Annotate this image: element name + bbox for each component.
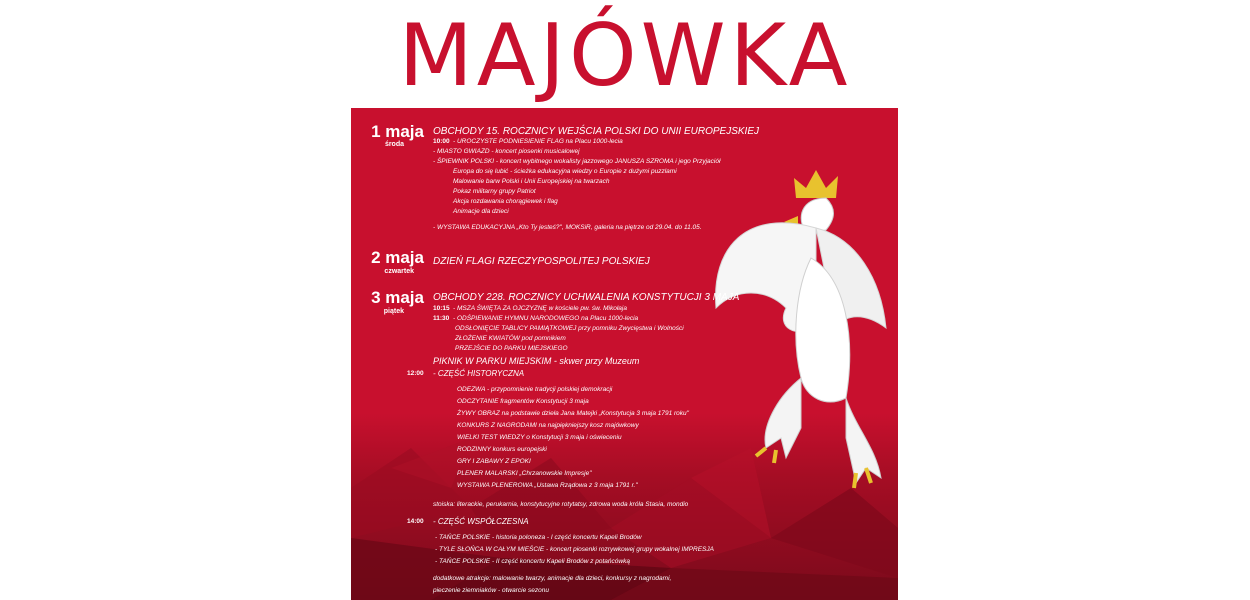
page-title: MAJÓWKA	[398, 6, 852, 106]
history-item: WIELKI TEST WIEDZY o Konstytucji 3 maja i oświeceniu	[457, 434, 622, 441]
crown-icon	[794, 170, 838, 198]
day1-weekday: środa	[384, 141, 404, 148]
day3-historic: - CZĘŚĆ HISTORYCZNA	[433, 369, 525, 378]
poster	[351, 108, 898, 600]
history-item: ŻYWY OBRAZ na podstawie dzieła Jana Matejki „Konstytucja 3 maja 1791 roku"	[457, 410, 689, 417]
day3-time: 11:30	[433, 315, 450, 322]
day3-extra: dodatkowe atrakcje: malowanie twarzy, animacje dla dzieci, konkursy z nagrodami,	[433, 575, 672, 582]
day1-sub: Europa do się lubić - ścieżka edukacyjna wiedzy o Europie z dużymi puzzlami	[453, 168, 677, 175]
day1-exhibition: - WYSTAWA EDUKACYJNA „Kto Ty jesteś?", MOKSiR, galeria na piętrze od 29.04. do 11.05.	[433, 224, 702, 231]
modern-item: - TYLE SŁOŃCA W CAŁYM MIEŚCIE - koncert piosenki rozrywkowej grupy wokalnej IMPRESJA	[435, 546, 714, 553]
day3-heading: OBCHODY 228. ROCZNICY UCHWALENIA KONSTYTUCJI 3 MAJA	[433, 292, 740, 303]
history-item: RODZINNY konkurs europejski	[457, 446, 547, 453]
day3-sub: ZŁOŻENIE KWIATÓW pod pomnikiem	[455, 335, 566, 342]
day3-weekday: piątek	[383, 308, 404, 315]
modern-item: - TAŃCE POLSKIE - II część koncertu Kapeli Brodów z potańcówką	[435, 558, 630, 565]
history-item: ODCZYTANIE fragmentów Konstytucji 3 maja	[457, 398, 589, 405]
day1-sub: Pokaz militarny grupy Patriot	[453, 188, 536, 195]
day3-line: - MSZA ŚWIĘTA ZA OJCZYZNĘ w kościele pw. św. Mikołaja	[453, 305, 627, 312]
day1-heading: OBCHODY 15. ROCZNICY WEJŚCIA POLSKI DO UNII EUROPEJSKIEJ	[433, 126, 759, 137]
day1-date: 1 maja	[371, 122, 424, 141]
day2-weekday: czwartek	[384, 268, 414, 275]
history-item: WYSTAWA PLENEROWA „Ustawa Rządowa z 3 maja 1791 r."	[457, 482, 638, 489]
day3-extra: pieczenie ziemniaków - otwarcie sezonu	[433, 587, 549, 594]
modern-item: - TAŃCE POLSKIE - historia poloneza - I część koncertu Kapeli Brodów	[435, 534, 642, 541]
day1-time: 10:00	[433, 138, 450, 145]
polish-eagle-icon	[706, 138, 898, 498]
day1-line: - ŚPIEWNIK POLSKI - koncert wybitnego wokalisty jazzowego JANUSZA SZROMA i jego Przyjaciół	[433, 158, 721, 165]
day3-line: - ODŚPIEWANIE HYMNU NARODOWEGO na Placu 1000-lecia	[453, 315, 639, 322]
day3-stalls: stoiska: literackie, perukarnia, konstytucyjne rotytatsy, zdrowa woda króla Stasia, mondio	[433, 501, 689, 508]
day3-date: 3 maja	[371, 288, 424, 307]
history-item: PLENER MALARSKI „Chrzanowskie Impresje"	[457, 470, 592, 477]
day1-sub: Animacje dla dzieci	[453, 208, 509, 215]
day3-sub: ODSŁONIĘCIE TABLICY PAMIĄTKOWEJ przy pomniku Zwycięstwa i Wolności	[455, 325, 684, 332]
history-item: GRY I ZABAWY Z EPOKI	[457, 458, 531, 465]
day3-time: 12:00	[407, 370, 424, 377]
history-item: ODEZWA - przypomnienie tradycji polskiej demokracji	[457, 386, 613, 393]
day1-line: - UROCZYSTE PODNIESIENIE FLAG na Placu 1000-lecia	[453, 138, 623, 145]
day1-line: - MIASTO GWIAZD - koncert piosenki musicalowej	[433, 148, 580, 155]
day3-sub: PRZEJŚCIE DO PARKU MIEJSKIEGO	[455, 345, 568, 352]
day2-heading: DZIEŃ FLAGI RZECZYPOSPOLITEJ POLSKIEJ	[433, 256, 650, 267]
day1-sub: Akcja rozdawania chorągiewek i flag	[453, 198, 558, 205]
history-item: KONKURS Z NAGRODAMI na najpiękniejszy kosz majówkowy	[457, 422, 639, 429]
day1-sub: Malowanie barw Polski i Unii Europejskiej na twarzach	[453, 178, 610, 185]
day3-modern: - CZĘŚĆ WSPÓŁCZESNA	[433, 517, 529, 526]
day3-time: 14:00	[407, 518, 424, 525]
day3-time: 10:15	[433, 305, 450, 312]
day3-picnic: PIKNIK W PARKU MIEJSKIM - skwer przy Muzeum	[433, 356, 640, 366]
day2-date: 2 maja	[371, 248, 424, 267]
